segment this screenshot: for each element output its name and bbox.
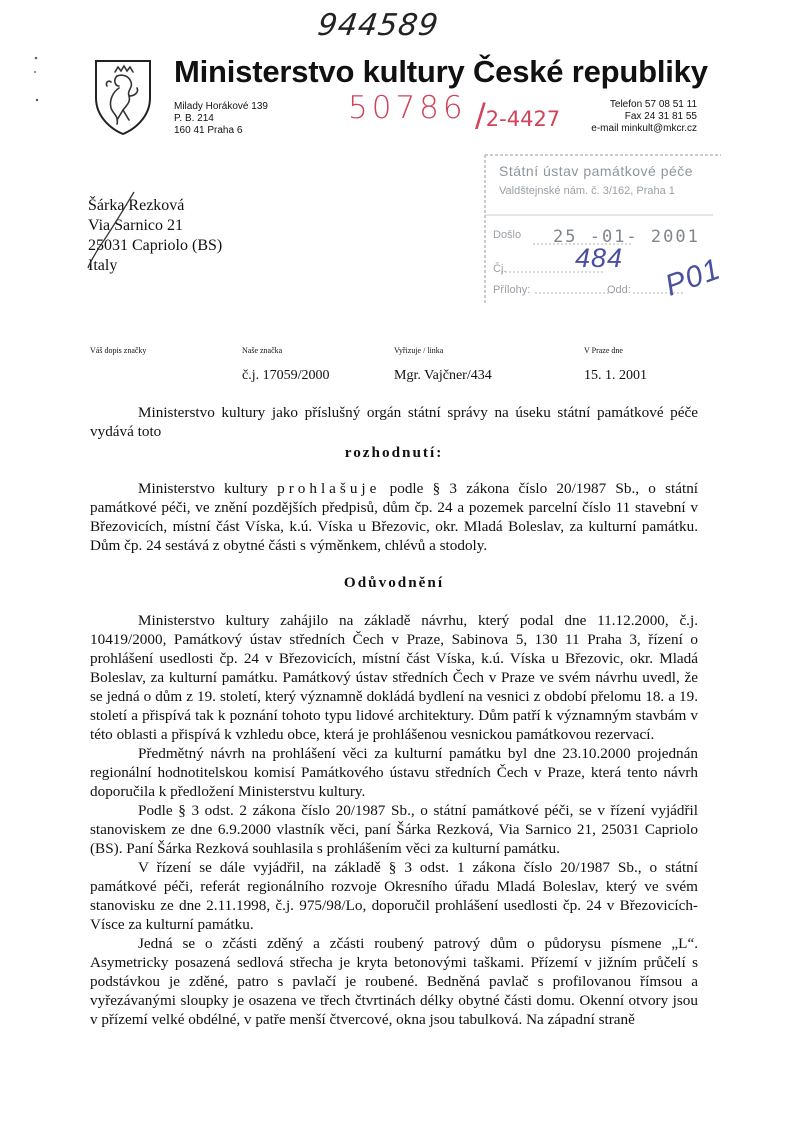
- stamp-ref-value: 484: [575, 243, 624, 273]
- recipient-street: Via Sarnico 21: [88, 217, 184, 234]
- reasoning-paragraph: V řízení se dále vyjádřil, na základě § 3 odst. 1 zákona číslo 20/1987 Sb., o státní památkové péči, referát regionálního rozvoje Okresního úřadu Mladá Boleslav, který ve svém stanovisku ze dne 2.11.1998, č.j. 975/98/Lo, doporučil prohlášení usedlosti čp. 24 v Březovicích-Vísce za kulturní památku.: [90, 859, 698, 933]
- stamp-ref-label: Čj.: [493, 263, 507, 275]
- stamp-address: Valdštejnské nám. č. 3/162, Praha 1: [499, 185, 675, 197]
- our-ref-value: č.j. 17059/2000: [242, 368, 330, 383]
- state-crest-icon: [93, 58, 153, 136]
- address-line: 160 41 Praha 6: [174, 125, 243, 136]
- ministry-contacts: [591, 99, 697, 135]
- handwritten-strike-mark: [70, 186, 150, 271]
- handler-label: Vyřizuje / linka: [394, 346, 444, 355]
- recipient-country: Italy: [88, 257, 118, 274]
- ministry-title: Ministerstvo kultury České republiky: [174, 54, 708, 89]
- reasoning-paragraph: Ministerstvo kultury zahájilo na základě návrhu, který podal dne 11.12.2000, č.j. 10419/2000, Památkový ústav středních Čech v Praze, Sabinova 5, 130 11 Praha 3, řízení o prohlášení usedlosti čp. 24 v Březovicích, místní část Víska, k.ú. Víska u Březovic, okr. Mladá Boleslav, za kulturní památku. Památkový ústav středních Čech v Praze ve svém návrhu uvedl, že se jedná o dům z 19. století, který významně dokládá bydlení na vesnici z období přelomu 18. a 19. století a přispívá tak k poznání tohoto typu lidové architektury. Dům patří k významným stavbám v této oblasti a přispívá k vzhledu obce, která je prohlášenou vesnickou památkovou rezervací.: [90, 612, 698, 743]
- reasoning-heading: Odůvodnění: [343, 574, 445, 591]
- email-line: e-mail minkult@mkcr.cz: [591, 123, 697, 134]
- reasoning-paragraph: Jedná se o zčásti zděný a zčásti roubený patrový dům o půdorysu písmene „L“. Asymetricky posazená sedlová střecha je kryta betonovými taškami. Přízemí v jižním průčelí s podstávkou je zděné, patro s pavlačí je roubené. Bedněná pavlač s profilovanou římsou a vyřezávanými sloupky je osazena ve třech čtvrtinách délky obytné části domu. Okenní otvory jsou v přízemí velké obdélné, v patře menší čtvercové, okna jsou tabulková. Na západní straně: [90, 935, 698, 1028]
- decision-heading: rozhodnutí:: [344, 444, 444, 461]
- date-value: 15. 1. 2001: [584, 368, 647, 383]
- intro-paragraph: Ministerstvo kultury jako příslušný orgán státní správy na úseku státní památkové péče vydává toto: [90, 404, 698, 440]
- phone-line: Telefon 57 08 51 11: [609, 99, 697, 110]
- handler-value: Mgr. Vajčner/434: [394, 368, 492, 383]
- decision-paragraph: Ministerstvo kultury prohlašuje podle § 3 zákona číslo 20/1987 Sb., o státní památkové péči, ve znění pozdějších předpisů, dům čp. 24 a pozemek parcelní číslo 11 stavební v Březovicích, místní část Víska, k.ú. Víska u Březovic, okr. Mladá Boleslav, za kulturní památku. Dům čp. 24 sestává z obytné části s výměnkem, chlévů a stodoly.: [90, 480, 699, 554]
- reasoning-paragraph: Podle § 3 odst. 2 zákona číslo 20/1987 Sb., o státní památkové péči, se v řízení vyjádřil stanoviskem ze dne 6.9.2000 vlastník věci, paní Šárka Rezková, Via Sarnico 21, 25031 Capriolo (BS). Paní Šárka Rezková souhlasila s prohlášením věci za kulturní památku.: [90, 802, 698, 857]
- receipt-stamp: [483, 153, 726, 303]
- handwritten-file-number: 944589: [315, 8, 441, 43]
- decision-verb: prohlašuje: [277, 480, 381, 497]
- handwritten-reference-sub: /2-4427: [475, 96, 561, 134]
- recipient-city: 25031 Capriolo (BS): [88, 237, 223, 254]
- recipient-name: Šárka Rezková: [88, 197, 185, 214]
- ministry-address: [174, 101, 268, 137]
- address-line: P. B. 214: [174, 113, 214, 124]
- scan-marks: [32, 54, 42, 114]
- our-ref-label: Naše značka: [242, 346, 283, 355]
- fax-line: Fax 24 31 81 55: [624, 111, 697, 122]
- stamp-received-date: 25 -01- 2001: [553, 227, 700, 247]
- letter-body: [90, 403, 698, 1029]
- stamp-dept-label: Odd:: [607, 284, 631, 296]
- stamp-institution: Státní ústav památkové péče: [499, 163, 694, 179]
- address-line: Milady Horákové 139: [174, 101, 268, 112]
- handwritten-reference-number: 50786: [348, 90, 467, 126]
- stamp-dept-value: P01: [660, 252, 726, 303]
- date-label: V Praze dne: [584, 346, 623, 355]
- stamp-attachments-label: Přílohy:: [493, 284, 531, 296]
- reasoning-paragraph: Předmětný návrh na prohlášení věci za kulturní památku byl dne 23.10.2000 projednán regionální hodnotitelskou komisí Památkového ústavu středních Čech v Praze, která tento návrh doporučila k předložení Ministerstvu kultury.: [90, 745, 698, 800]
- stamp-received-label: Došlo: [493, 229, 522, 241]
- your-ref-label: Váš dopis značky: [90, 346, 147, 355]
